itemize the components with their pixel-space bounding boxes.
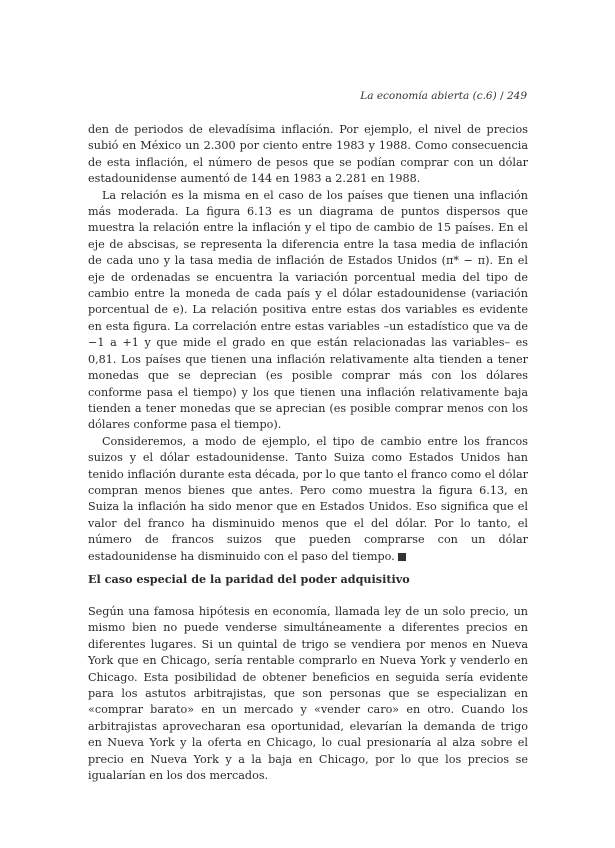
- paragraph-3-text: Consideremos, a modo de ejemplo, el tipo de cambio entre los francos suizos y el dólar estadounidense. Tanto Suiza como Estados Unidos han tenido inflación durante esta década, por lo que tanto el franco como el dólar compran menos bienes que antes. Pero como muestra la figura 6.13, en Suiza la inflación ha sido menor que en Estados Unidos. Eso significa que el valor del franco ha disminuido menos que el del dólar. Por lo tanto, el número de francos suizos que pueden comprarse con un dólar estadounidense ha disminuido con el paso del tiempo.: [88, 434, 528, 563]
- running-title: La economía abierta (c.6): [360, 90, 497, 102]
- section-body: [88, 604, 528, 784]
- header-separator: /: [500, 90, 504, 102]
- end-of-section-mark: [398, 553, 406, 561]
- body-text: [88, 122, 528, 565]
- page-number: 249: [506, 90, 527, 102]
- running-header: [360, 90, 527, 102]
- paragraph-2: La relación es la misma en el caso de los países que tienen una inflación más moderada. La figura 6.13 es un diagrama de puntos dispersos que muestra la relación entre la inflación y el tipo de cambio de 15 países. En el eje de abscisas, se representa la diferencia entre la tasa media de inflación de cada uno y la tasa media de inflación de Estados Unidos (π* − π). En el eje de ordenadas se encuentra la variación porcentual media del tipo de cambio entre la moneda de cada país y el dólar estadounidense (variación porcentual de e). La relación positiva entre estas dos variables es evidente en esta figura. La correlación entre estas variables –un estadístico que va de −1 a +1 y que mide el grado en que están relacionadas las variables– es 0,81. Los países que tienen una inflación relativamente alta tienden a tener monedas que se deprecian (es posible comprar más con los dólares conforme pasa el tiempo) y los que tienen una inflación relativamente baja tienden a tener monedas que se aprecian (es posible comprar menos con los dólares conforme pasa el tiempo).: [88, 188, 528, 432]
- paragraph-3: [88, 434, 528, 565]
- section-heading: El caso especial de la paridad del poder adquisitivo: [88, 572, 410, 586]
- paragraph-1: den de periodos de elevadísima inflación. Por ejemplo, el nivel de precios subió en México un 2.300 por ciento entre 1983 y 1988. Como consecuencia de esta inflación, el número de pesos que se podían comprar con un dólar estadounidense aumentó de 144 en 1983 a 2.281 en 1988.: [88, 123, 528, 186]
- section-paragraph: Según una famosa hipótesis en economía, llamada ley de un solo precio, un mismo bien no puede venderse simultáneamente a diferentes precios en diferentes lugares. Si un quintal de trigo se vendiera por menos en Nueva York que en Chicago, sería rentable comprarlo en Nueva York y venderlo en Chicago. Esta posibilidad de obtener beneficios en seguida sería evidente para los astutos arbitrajistas, que son personas que se especializan en «comprar barato» en un mercado y «vender caro» en otro. Cuando los arbitrajistas aprovecharan esa oportunidad, elevarían la demanda de trigo en Nueva York y la oferta en Chicago, lo cual presionaría al alza sobre el precio en Nueva York y a la baja en Chicago, por lo que los precios se igualarían en los dos mercados.: [88, 605, 528, 783]
